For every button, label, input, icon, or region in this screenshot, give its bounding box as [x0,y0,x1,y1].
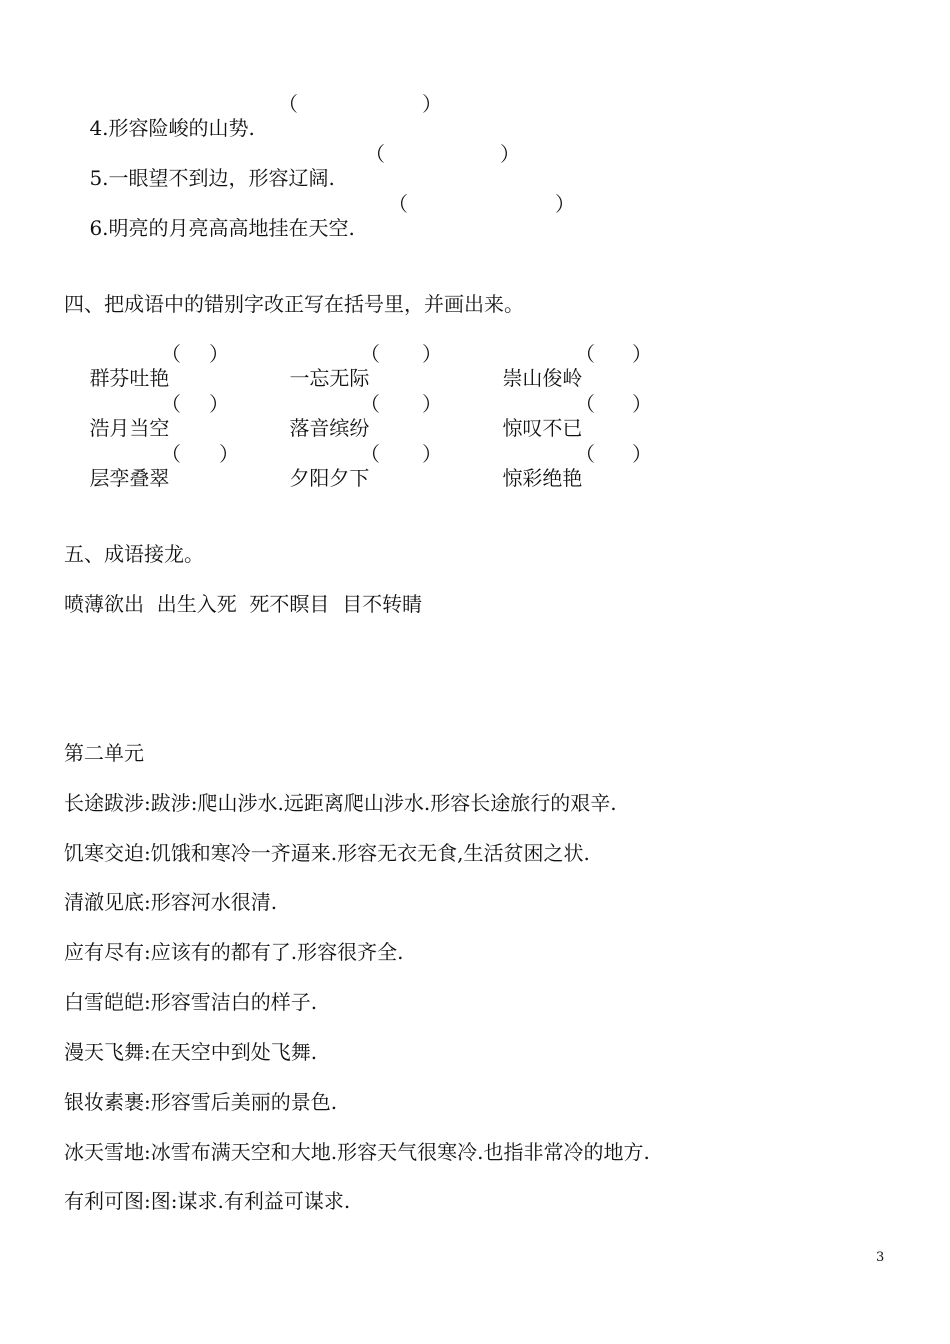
answer-paren-open: （ [161,442,181,466]
answer-paren-close: ） [219,442,239,466]
answer-paren-close: ） [422,92,442,116]
definition-entry: 白雪皑皑:形容雪洁白的样子. [64,990,318,1014]
answer-paren-open: （ [360,442,380,466]
answer-paren-open: （ [388,192,408,216]
answer-paren-close: ） [632,342,652,366]
idiom-word: 惊彩绝艳 [502,466,583,490]
answer-paren-close: ） [422,392,442,416]
definition-entry: 清澈见底:形容河水很清. [64,890,278,914]
idiom-word: 浩月当空 [89,416,170,440]
idiom-word: 一忘无际 [289,366,370,390]
definition-entry: 银妆素裹:形容雪后美丽的景色. [64,1090,338,1114]
answer-paren-close: ） [422,442,442,466]
answer-paren-open: （ [575,442,595,466]
question-text: 6.明亮的月亮高高地挂在天空. [89,216,355,240]
answer-paren-open: （ [161,392,181,416]
idiom-word: 夕阳夕下 [289,466,370,490]
definition-entry: 有利可图:图:谋求.有利益可谋求. [64,1189,351,1213]
page-number: 3 [876,1250,885,1265]
answer-paren-close: ） [555,192,575,216]
section-heading-4: 四、把成语中的错别字改正写在括号里，并画出来。 [64,292,524,316]
answer-paren-open: （ [360,342,380,366]
idiom-chain: 喷薄欲出 出生入死 死不瞑目 目不转睛 [64,592,423,616]
section-heading-5: 五、成语接龙。 [64,542,204,566]
idiom-cell [477,442,652,562]
answer-paren-open: （ [161,342,181,366]
answer-paren-open: （ [278,92,298,116]
question-item-6 [64,192,355,264]
definition-entry: 饥寒交迫:饥饿和寒冷一齐逼来.形容无衣无食,生活贫困之状. [64,841,590,865]
answer-paren-close: ） [632,392,652,416]
answer-paren-close: ） [209,342,229,366]
idiom-word: 惊叹不已 [502,416,583,440]
definition-entry: 冰天雪地:冰雪布满天空和大地.形容天气很寒冷.也指非常冷的地方. [64,1140,650,1164]
answer-paren-close: ） [209,392,229,416]
question-text: 4.形容险峻的山势. [89,116,255,140]
definition-entry: 长途跋涉:跋涉:爬山涉水.远距离爬山涉水.形容长途旅行的艰辛. [64,791,617,815]
definition-entry: 应有尽有:应该有的都有了.形容很齐全. [64,940,404,964]
answer-paren-open: （ [360,392,380,416]
idiom-word: 层孪叠翠 [89,466,170,490]
answer-paren-open: （ [575,342,595,366]
answer-paren-close: ） [422,342,442,366]
idiom-cell [264,442,442,562]
idiom-word: 崇山俊岭 [502,366,583,390]
answer-paren-close: ） [632,442,652,466]
unit-title: 第二单元 [64,741,144,765]
answer-paren-open: （ [365,142,385,166]
question-text: 5.一眼望不到边，形容辽阔. [89,166,335,190]
idiom-word: 落音缤纷 [289,416,370,440]
answer-paren-open: （ [575,392,595,416]
answer-paren-close: ） [500,142,520,166]
definition-entry: 漫天飞舞:在天空中到处飞舞. [64,1040,318,1064]
idiom-word: 群芬吐艳 [89,366,170,390]
